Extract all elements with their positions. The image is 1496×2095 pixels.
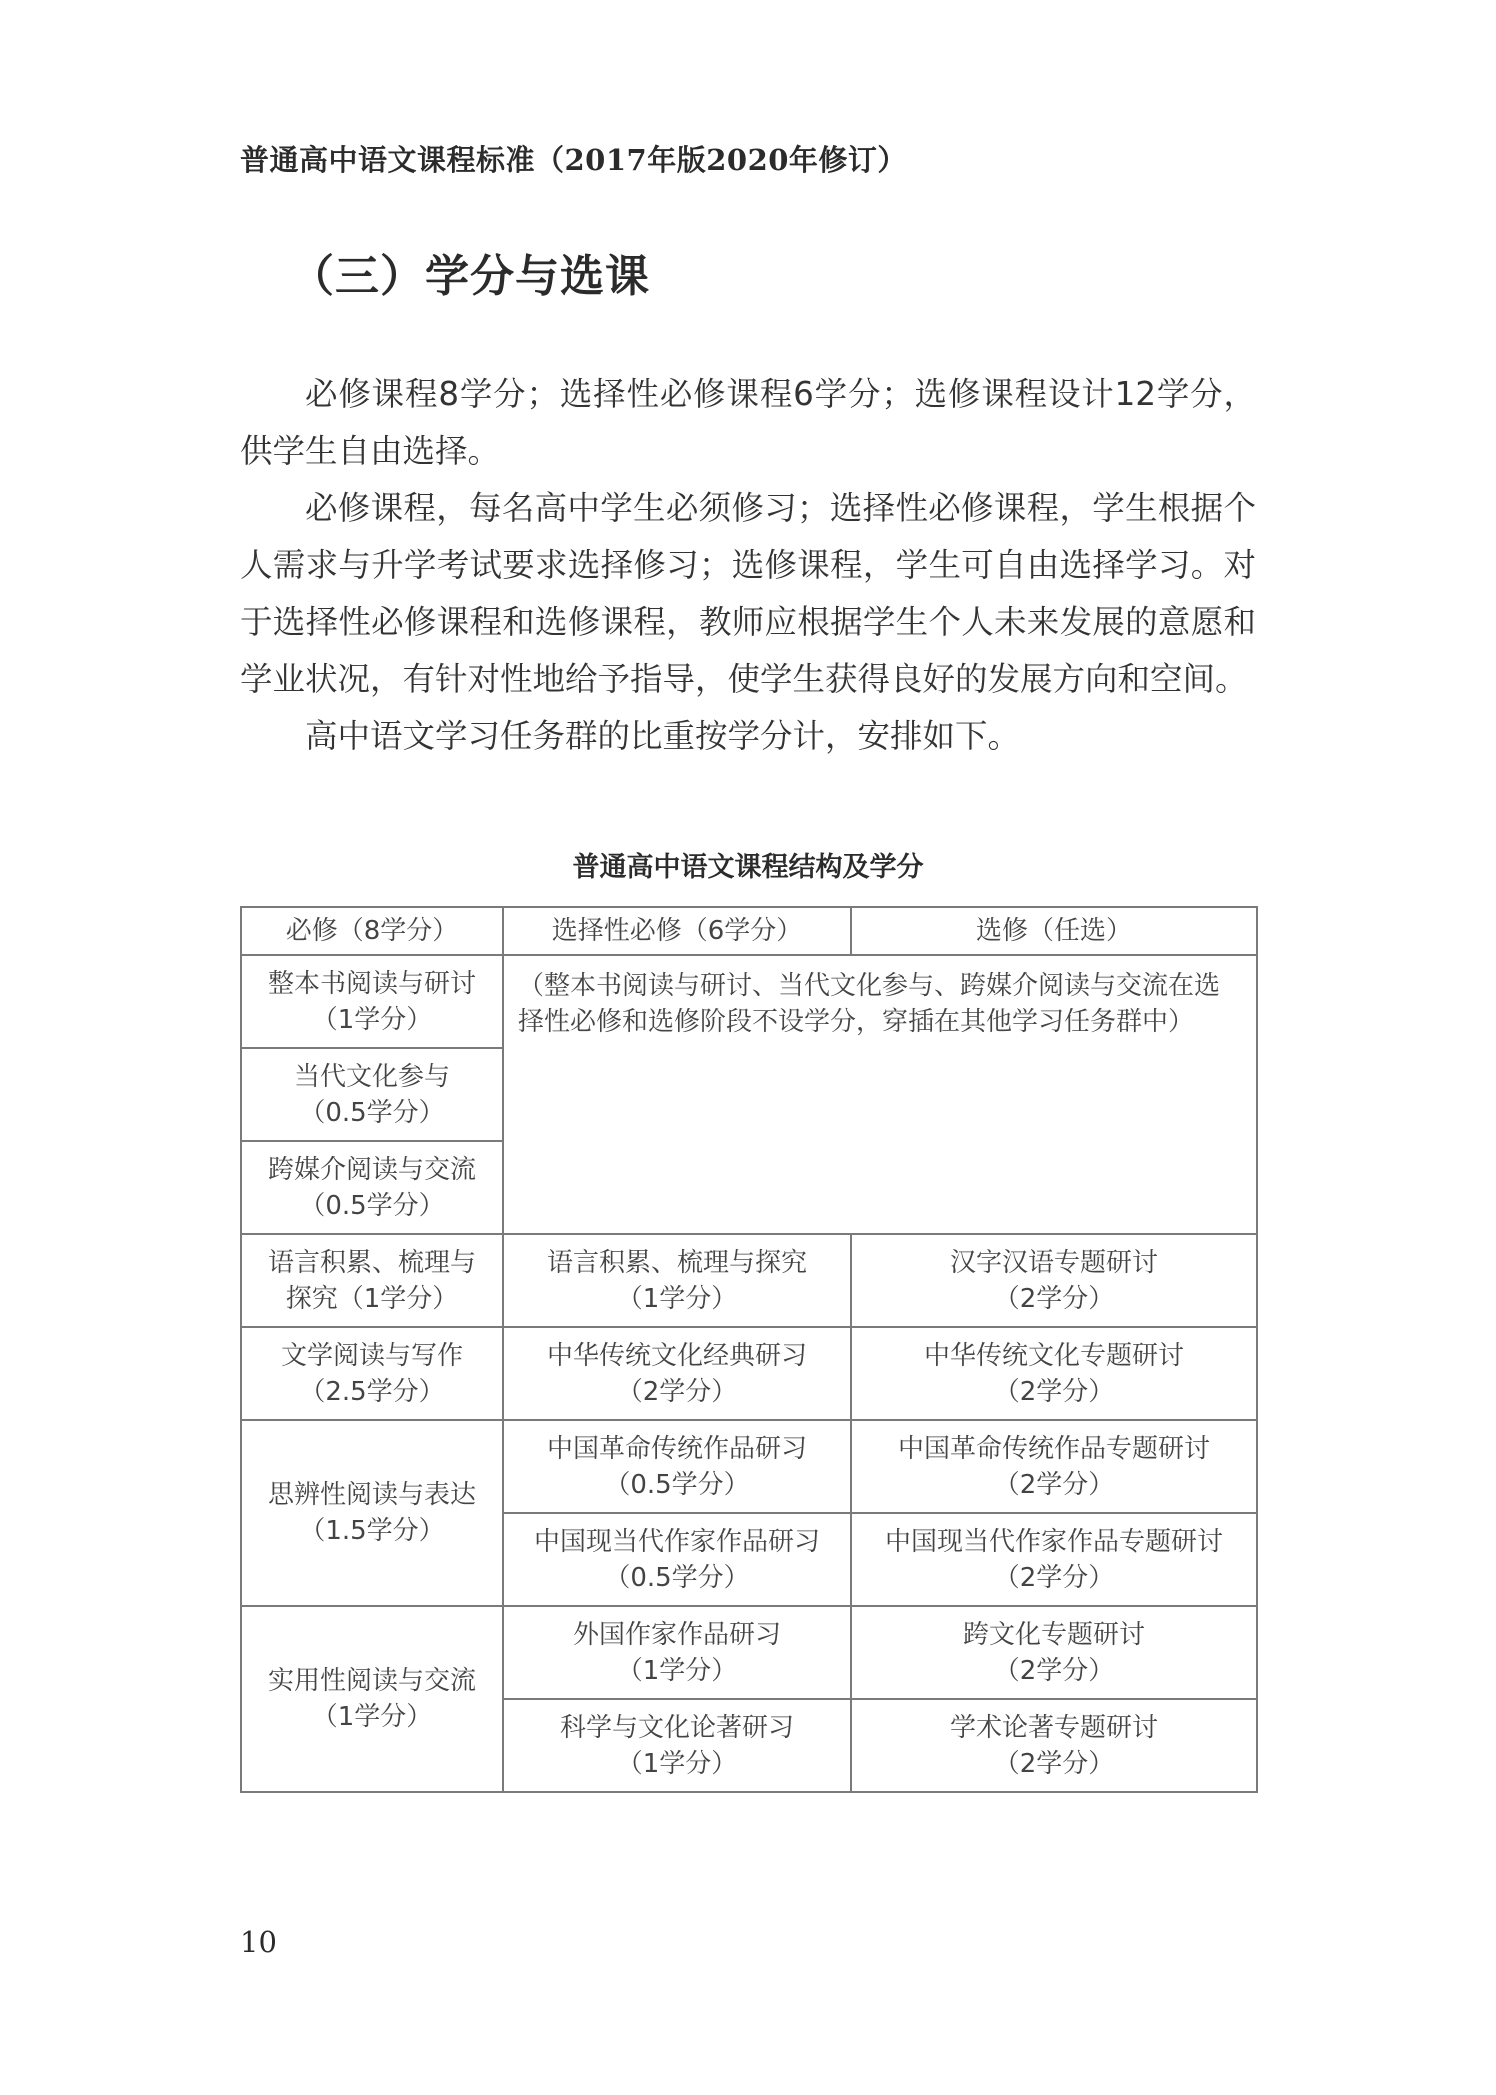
course-credit: （2学分） bbox=[993, 1283, 1115, 1314]
course-name: 中华传统文化经典研习 bbox=[546, 1340, 807, 1371]
course-name: 外国作家作品研习 bbox=[572, 1619, 781, 1650]
course-credit: （0.5学分） bbox=[299, 1190, 445, 1221]
elective-required-cell bbox=[503, 1606, 851, 1699]
paragraph: 高中语文学习任务群的比重按学分计，安排如下。 bbox=[305, 717, 1021, 755]
optional-cell bbox=[851, 1327, 1257, 1420]
course-credit: （2学分） bbox=[993, 1562, 1115, 1593]
course-name: 中国现当代作家作品专题研讨 bbox=[884, 1526, 1223, 1557]
course-name: 汉字汉语专题研讨 bbox=[949, 1247, 1158, 1278]
course-name: 思辨性阅读与表达 bbox=[267, 1480, 476, 1510]
note-cell: （整本书阅读与研讨、当代文化参与、跨媒介阅读与交流在选择性必修和选修阶段不设学分，穿插在其他学习任务群中） bbox=[503, 955, 1257, 1234]
elective-required-cell bbox=[503, 1327, 851, 1420]
running-head: 普通高中语文课程标准（2017年版2020年修订） bbox=[240, 143, 907, 177]
course-name: 文学阅读与写作 bbox=[280, 1340, 463, 1371]
course-credit: 探究（1学分） bbox=[285, 1283, 459, 1314]
table-row bbox=[241, 955, 1257, 1048]
course-credit: （1学分） bbox=[311, 1004, 433, 1035]
elective-required-cell bbox=[503, 1699, 851, 1792]
course-name: 跨文化专题研讨 bbox=[962, 1619, 1145, 1650]
course-credit: （2学分） bbox=[993, 1376, 1115, 1407]
course-credit: （0.5学分） bbox=[604, 1469, 750, 1500]
optional-cell bbox=[851, 1513, 1257, 1606]
course-credit: （2学分） bbox=[616, 1376, 738, 1407]
table-row bbox=[241, 1234, 1257, 1327]
optional-cell bbox=[851, 1699, 1257, 1792]
course-name: 实用性阅读与交流 bbox=[267, 1666, 476, 1696]
required-cell bbox=[241, 1420, 503, 1606]
course-credit: （0.5学分） bbox=[604, 1562, 750, 1593]
optional-cell bbox=[851, 1606, 1257, 1699]
elective-required-cell bbox=[503, 1234, 851, 1327]
course-name: 中国革命传统作品研习 bbox=[546, 1433, 807, 1464]
table-header-row bbox=[241, 907, 1257, 955]
header-required: 必修（8学分） bbox=[241, 907, 503, 955]
required-cell bbox=[241, 1048, 503, 1141]
table-caption: 普通高中语文课程结构及学分 bbox=[572, 852, 924, 883]
course-credit: （2学分） bbox=[993, 1748, 1115, 1779]
course-credit: （1学分） bbox=[311, 1702, 433, 1732]
course-credit: （1学分） bbox=[616, 1283, 738, 1314]
course-credit: （2学分） bbox=[993, 1655, 1115, 1686]
required-cell bbox=[241, 1606, 503, 1792]
course-name: 当代文化参与 bbox=[293, 1061, 450, 1092]
course-name: 科学与文化论著研习 bbox=[559, 1712, 794, 1743]
page-number: 10 bbox=[240, 1925, 277, 1959]
elective-required-cell bbox=[503, 1420, 851, 1513]
table-row bbox=[241, 1327, 1257, 1420]
optional-cell bbox=[851, 1420, 1257, 1513]
course-credit: （0.5学分） bbox=[299, 1097, 445, 1128]
course-credit: （2.5学分） bbox=[299, 1376, 445, 1407]
course-name: 中国现当代作家作品研习 bbox=[533, 1526, 820, 1557]
section-title: （三）学分与选课 bbox=[290, 251, 650, 302]
required-cell bbox=[241, 955, 503, 1048]
course-name: 中华传统文化专题研讨 bbox=[923, 1340, 1184, 1371]
course-name: 语言积累、梳理与 bbox=[267, 1247, 476, 1278]
elective-required-cell bbox=[503, 1513, 851, 1606]
header-optional: 选修（任选） bbox=[851, 907, 1257, 955]
header-elective-required: 选择性必修（6学分） bbox=[503, 907, 851, 955]
course-name: 语言积累、梳理与探究 bbox=[546, 1247, 807, 1278]
required-cell bbox=[241, 1234, 503, 1327]
course-name: 整本书阅读与研讨 bbox=[267, 968, 476, 999]
course-name: 中国革命传统作品专题研讨 bbox=[897, 1433, 1210, 1464]
paragraph: 必修课程8学分；选择性必修课程6学分；选修课程设计12学分，供学生自由选择。 bbox=[240, 375, 1256, 470]
credits-table bbox=[240, 906, 1258, 1793]
required-cell bbox=[241, 1327, 503, 1420]
body-text bbox=[240, 366, 1256, 765]
course-credit: （1学分） bbox=[616, 1655, 738, 1686]
optional-cell bbox=[851, 1234, 1257, 1327]
paragraph: 必修课程，每名高中学生必须修习；选择性必修课程，学生根据个人需求与升学考试要求选择修习；选修课程，学生可自由选择学习。对于选择性必修课程和选修课程，教师应根据学生个人未来发展的意愿和学业状况，有针对性地给予指导，使学生获得良好的发展方向和空间。 bbox=[240, 489, 1256, 698]
course-credit: （1学分） bbox=[616, 1748, 738, 1779]
course-credit: （1.5学分） bbox=[299, 1516, 445, 1546]
course-name: 学术论著专题研讨 bbox=[949, 1712, 1158, 1743]
required-cell bbox=[241, 1141, 503, 1234]
table-row bbox=[241, 1606, 1257, 1699]
course-credit: （2学分） bbox=[993, 1469, 1115, 1500]
course-name: 跨媒介阅读与交流 bbox=[267, 1154, 476, 1185]
